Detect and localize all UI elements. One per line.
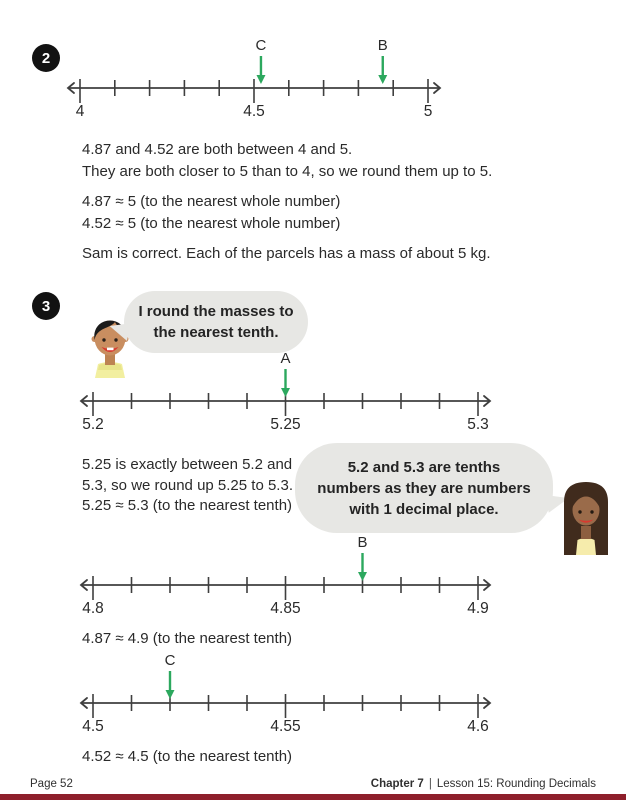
svg-text:4.5: 4.5 (243, 103, 265, 120)
question-3-badge: 3 (32, 292, 60, 320)
boy-speech-bubble (124, 291, 308, 353)
q2-explanation-line1: 4.87 and 4.52 are both between 4 and 5. (82, 141, 353, 158)
q2-conclusion: Sam is correct. Each of the parcels has a mass of about 5 kg. (82, 245, 491, 262)
numberline-b (70, 533, 500, 619)
boy-bubble-line2: the nearest tenth. (153, 324, 279, 341)
footer-separator: | (428, 778, 432, 790)
svg-text:4.85: 4.85 (270, 600, 301, 617)
svg-text:4.8: 4.8 (82, 600, 104, 617)
svg-text:5: 5 (423, 103, 433, 120)
svg-text:4.9: 4.9 (467, 600, 489, 617)
q2-rounding-statements (82, 191, 340, 235)
girl-bubble-line3: with 1 decimal place. (349, 500, 499, 518)
svg-text:B: B (377, 37, 388, 54)
q3-explanation-line1: 5.25 is exactly between 5.2 and (82, 456, 293, 473)
q2-rounding-line2: 4.52 ≈ 5 (to the nearest whole number) (82, 215, 341, 232)
chapter-lesson-label (371, 778, 596, 790)
footer-accent-bar (0, 794, 626, 800)
q3-explanation-line2: 5.3, so we round up 5.25 to 5.3. (82, 476, 293, 494)
page-footer (30, 778, 596, 790)
q3-result-c: 4.52 ≈ 4.5 (to the nearest tenth) (82, 748, 293, 765)
svg-text:5.3: 5.3 (467, 416, 489, 433)
q2-rounding-line1: 4.87 ≈ 5 (to the nearest whole number) (82, 193, 341, 210)
q3-explanation-line3: 5.25 ≈ 5.3 (to the nearest tenth) (82, 497, 293, 514)
svg-text:4.55: 4.55 (270, 718, 301, 735)
lesson-label: Lesson 15: Rounding Decimals (436, 778, 596, 790)
svg-text:B: B (357, 534, 368, 551)
svg-text:4.5: 4.5 (82, 718, 104, 735)
svg-text:C: C (255, 37, 267, 54)
svg-text:5.2: 5.2 (82, 416, 104, 433)
girl-avatar (550, 476, 622, 555)
numberline-c (70, 651, 500, 737)
q3-result-b: 4.87 ≈ 4.9 (to the nearest tenth) (82, 630, 293, 647)
girl-bubble-line1: 5.2 and 5.3 are tenths (347, 458, 501, 476)
q2-explanation (82, 139, 492, 183)
boy-bubble-line1: I round the masses to (138, 303, 294, 320)
svg-text:5.25: 5.25 (270, 416, 301, 433)
page-number-label: Page 52 (30, 778, 73, 790)
svg-text:A: A (280, 350, 291, 367)
girl-bubble-line2: numbers as they are numbers (317, 479, 531, 497)
bubble-tail-left (107, 319, 130, 341)
question-2-badge: 2 (32, 44, 60, 72)
chapter-label: Chapter 7 (370, 778, 424, 790)
q2-explanation-line2: They are both closer to 5 than to 4, so we round them up to 5. (82, 163, 493, 180)
svg-text:4.6: 4.6 (467, 718, 489, 735)
numberline-a (70, 349, 500, 435)
q3-explanation (82, 455, 293, 517)
girl-speech-bubble (295, 443, 553, 533)
svg-text:4: 4 (75, 103, 85, 120)
svg-text:C: C (164, 652, 176, 669)
girl-avatar-graphic (550, 476, 622, 555)
numberline-question2 (50, 36, 470, 122)
